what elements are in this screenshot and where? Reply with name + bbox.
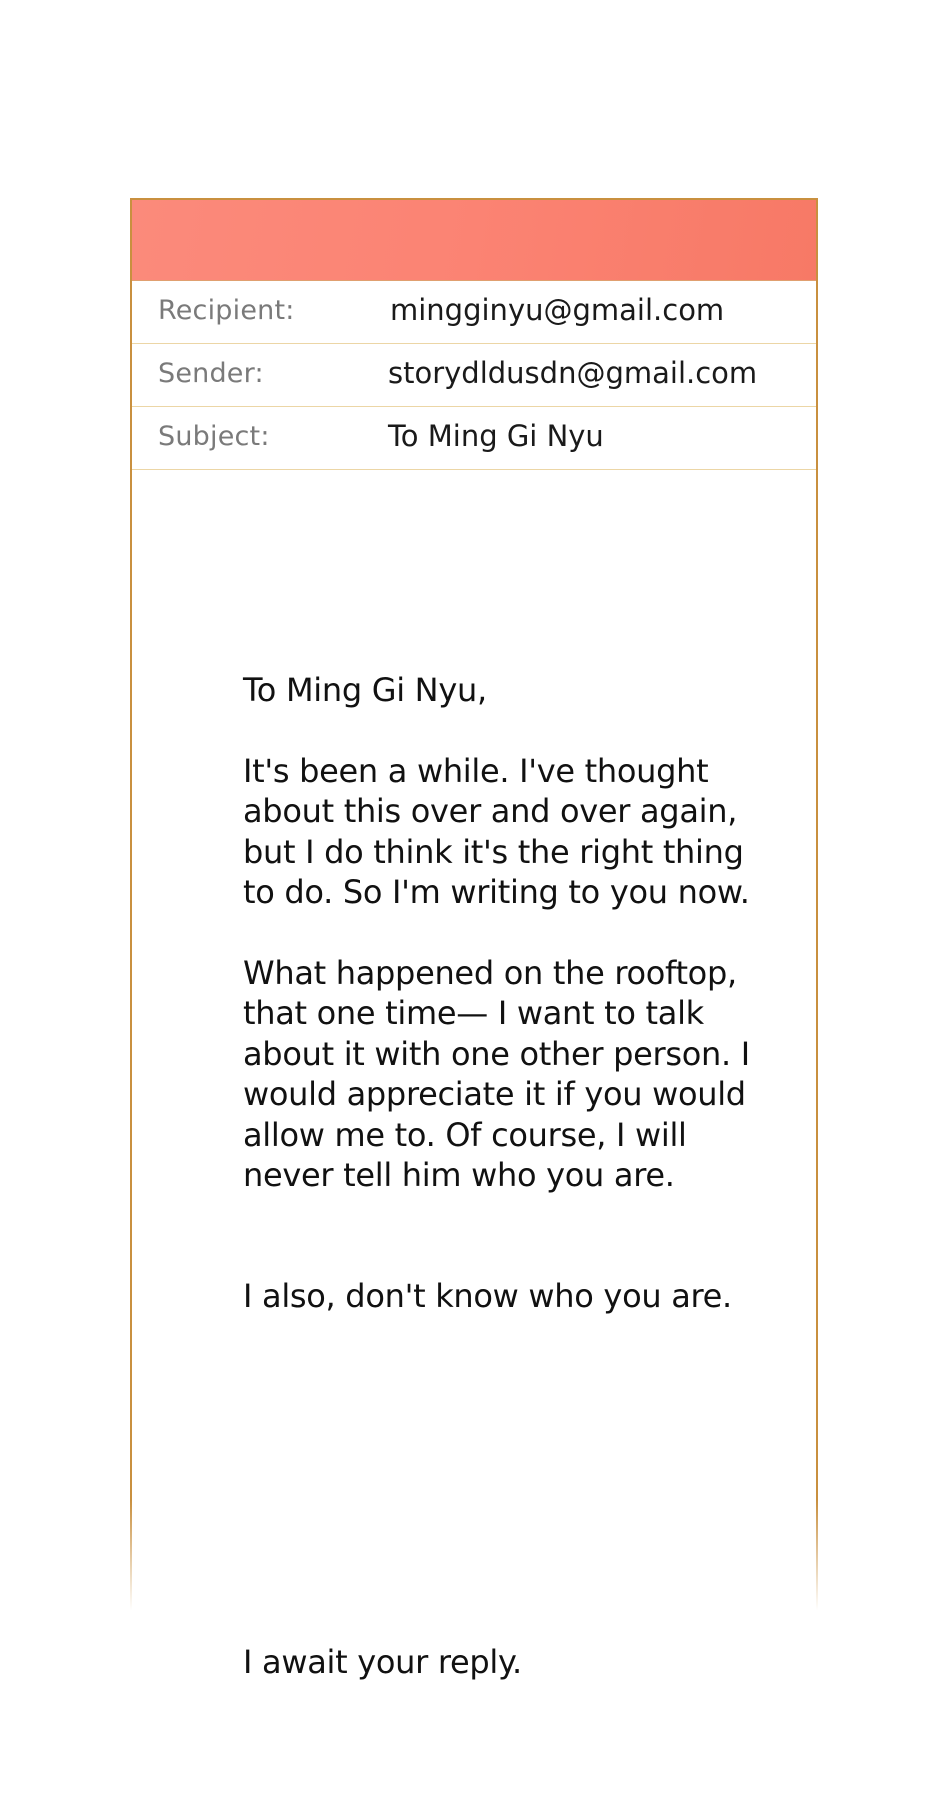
recipient-row	[132, 281, 816, 344]
sender-row	[132, 344, 816, 407]
subject-row	[132, 407, 816, 470]
fade-overlay	[120, 1500, 830, 1630]
email-title-bar	[132, 200, 816, 281]
letter-paragraph-1: It's been a while. I've thought about this over and over again, but I do think it's the right thing to do. So I'm writing to you now.	[243, 751, 750, 911]
sender-value: storydldusdn@gmail.com	[388, 356, 758, 390]
recipient-value: mingginyu@gmail.com	[390, 293, 725, 327]
letter-greeting: To Ming Gi Nyu,	[243, 671, 487, 709]
letter-sign-off: I await your reply.	[243, 1643, 522, 1681]
letter-paragraph-2: What happened on the rooftop, that one time— I want to talk about it with one other person. I would appreciate it if you would allow me to. Of course, I will never tell him who you are.	[243, 953, 750, 1194]
letter-paragraph-3: I also, don't know who you are.	[243, 1276, 732, 1315]
subject-label: Subject:	[158, 421, 270, 452]
email-body	[243, 670, 763, 1316]
sender-label: Sender:	[158, 358, 264, 389]
recipient-label: Recipient:	[158, 295, 295, 326]
subject-value: To Ming Gi Nyu	[388, 419, 604, 453]
